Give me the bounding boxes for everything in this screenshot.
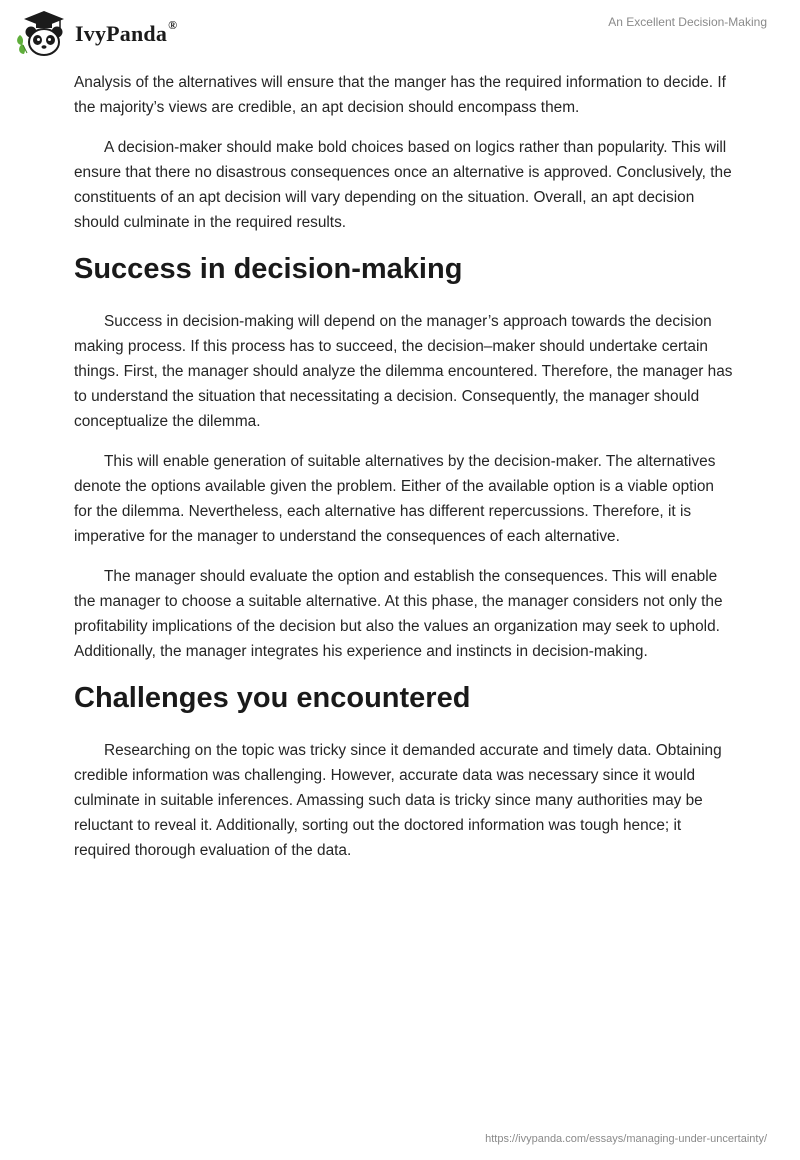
heading-success: Success in decision-making	[74, 253, 463, 285]
paragraph-1: Analysis of the alternatives will ensure that the manger has the required information to decide. If the majority’s views are credible, an apt decision should encompass them.	[74, 74, 726, 116]
paragraph-3: Success in decision-making will depend on the manager’s approach towards the decision making process. If this process has to succeed, the decision–maker should undertake certain things. First, the manager should analyze the dilemma encountered. Therefore, the manager has to understand the situation that necessitating a decision. Consequently, the manager should conceptualize the dilemma.	[74, 313, 733, 430]
essay-content	[74, 70, 734, 878]
source-url[interactable]: https://ivypanda.com/essays/managing-under-uncertainty/	[485, 1133, 767, 1145]
paragraph-4: This will enable generation of suitable alternatives by the decision-maker. The alternatives denote the options available given the problem. Either of the available option is a viable option for the dilemma. Nevertheless, each alternative has different repercussions. Therefore, it is imperative for the manager to understand the consequences of each alternative.	[74, 453, 716, 545]
paragraph-5: The manager should evaluate the option and establish the consequences. This will enable the manager to choose a suitable alternative. At this phase, the manager considers not only the profitability implications of the decision but also the values an organization may seek to uphold. Additionally, the manager integrates his experience and instincts in decision-making.	[74, 568, 723, 660]
heading-challenges: Challenges you encountered	[74, 682, 471, 714]
brand-name: IvyPanda®	[75, 18, 178, 46]
panda-graduate-icon	[14, 8, 70, 58]
paragraph-6: Researching on the topic was tricky since it demanded accurate and timely data. Obtaining credible information was challenging. However, accurate data was necessary since it would culminate in suitable inferences. Amassing such data is tricky since many authorities may be reluctant to reveal it. Additionally, sorting out the doctored information was tough hence; it required thorough evaluation of the data.	[74, 742, 722, 859]
page-header	[0, 0, 800, 64]
running-title: An Excellent Decision-Making	[608, 15, 767, 29]
registered-mark: ®	[168, 18, 178, 32]
paragraph-2: A decision-maker should make bold choices based on logics rather than popularity. This will ensure that there no disastrous consequences once an alternative is approved. Conclusively, the constituents of an apt decision will vary depending on the situation. Overall, an apt decision should culminate in the required results.	[74, 139, 732, 231]
ivypanda-logo[interactable]	[14, 8, 177, 58]
